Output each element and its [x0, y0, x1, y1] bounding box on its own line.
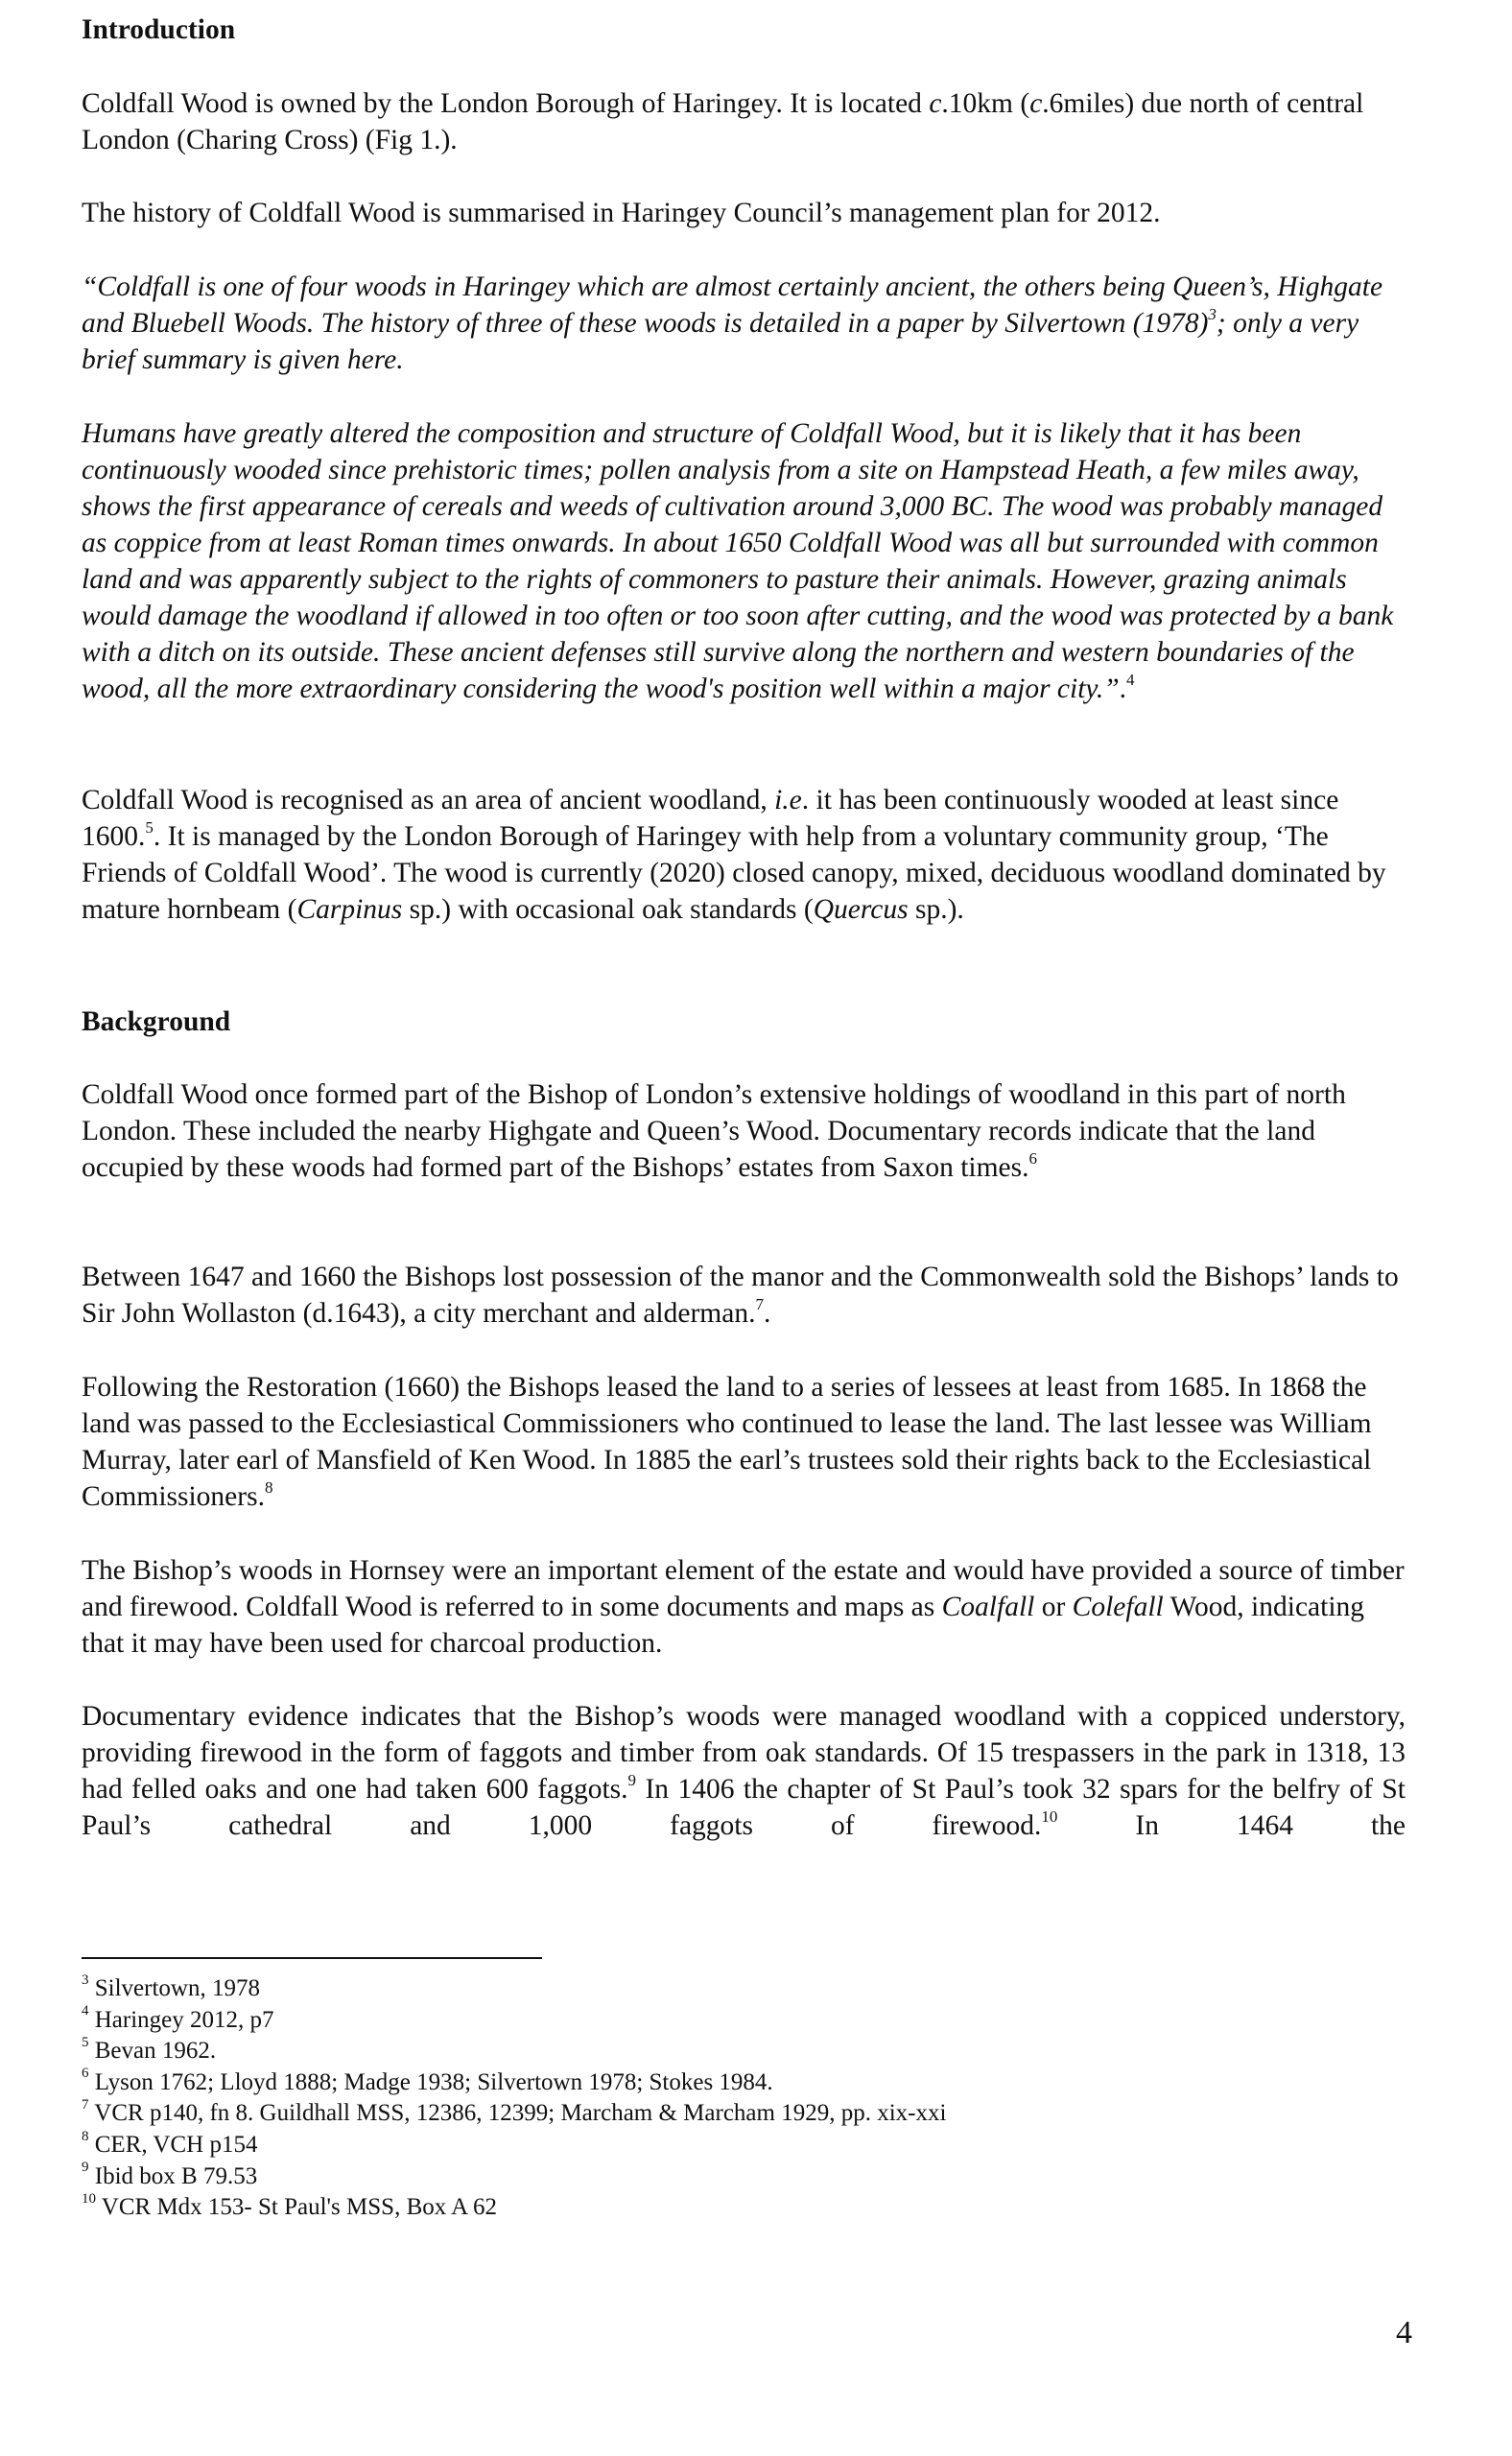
footnote-item — [82, 2192, 1137, 2224]
italic-run: c — [929, 88, 942, 119]
text-run: In 1406 the chapter of St Paul’s took 32 spars for the belfry of St Paul’s cathedral and 1,000 faggots of firewood. — [82, 1774, 1406, 1841]
footnote-number: 5 — [82, 2034, 89, 2050]
text-run: Coldfall Wood is recognised as an area of ancient woodland, — [82, 785, 775, 815]
text-run: Coldfall Wood is owned by the London Borough of Haringey. It is located — [82, 88, 930, 119]
text-run: Humans have greatly altered the composition and structure of Coldfall Wood, but it is likely that it has been continuously wooded since prehistoric times; pollen analysis from a site on Hampstead Heath, a few miles away, shows the first appearance of cereals and weeds of cultivation around 3,000 BC. The wood was probably managed as coppice from at least Roman times onwards. In about 1650 Coldfall Wood was all but surrounded with common land and was apparently subject to the rights of commoners to pasture their animals. However, grazing animals would damage the woodland if allowed in too often or too soon after cutting, and the wood was protected by a bank with a ditch on its outside. These ancient defenses still survive along the northern and western boundaries of the wood, all the more extraordinary considering the wood's position well within a major city.” — [82, 418, 1394, 704]
footnote-text: VCR Mdx 153- St Paul's MSS, Box A 62 — [96, 2194, 498, 2221]
text-run: . — [1119, 673, 1127, 704]
quote-paragraph-1 — [82, 269, 1406, 378]
text-run: Wood, indicating that it may have been used for charcoal production. — [82, 1592, 1365, 1659]
text-run: . It is managed by the London Borough of Haringey with help from a voluntary community group, ‘The Friends of Coldfall Wood’. The wood is currently (2020) closed canopy, mixed, deciduous woodland dominated by mature hornbeam ( — [82, 821, 1386, 925]
text-run: ; only a very brief summary is given here. — [82, 308, 1359, 375]
intro-paragraph-1 — [82, 85, 1406, 158]
quote-paragraph-2 — [82, 415, 1406, 707]
footnote-ref: 3 — [1208, 305, 1217, 324]
footnote-number: 9 — [82, 2160, 89, 2176]
footnote-text: CER, VCH p154 — [88, 2131, 258, 2158]
footnote-number: 10 — [82, 2190, 96, 2207]
introduction-heading: Introduction — [82, 14, 236, 45]
text-run: .10km ( — [941, 88, 1030, 119]
text-run: .6miles) due north of central London (Charing Cross) (Fig 1.). — [82, 88, 1364, 155]
footnote-ref: 10 — [1041, 1807, 1058, 1827]
text-run: “Coldfall is one of four woods in Haringey which are almost certainly ancient, the others being Queen’s, Highgate and Bluebell Woods. The history of three of these woods is detailed in a paper by Silvertown (1978) — [82, 272, 1383, 339]
text-run: sp.). — [908, 894, 964, 925]
footnote-item — [82, 2005, 1137, 2037]
text-run: . it has been continuously wooded at least since 1600. — [82, 785, 1339, 852]
italic-run: Quercus — [813, 894, 909, 925]
footnote-ref: 9 — [627, 1771, 637, 1790]
footnote-item — [82, 2067, 1137, 2099]
footnote-ref: 8 — [264, 1478, 273, 1498]
footnote-number: 3 — [82, 1972, 89, 1988]
intro-paragraph-3 — [82, 782, 1406, 928]
text-run: Following the Restoration (1660) the Bishops leased the land to a series of lessees at least from 1685. In 1868 the land was passed to the Ecclesiastical Commissioners who continued to lease the land. The last lessee was William Murray, later earl of Mansfield of Ken Wood. In 1885 the earl’s trustees sold their rights back to the Ecclesiastical Commissioners. — [82, 1372, 1372, 1512]
background-paragraph-3 — [82, 1369, 1406, 1515]
footnote-text: Ibid box B 79.53 — [88, 2162, 258, 2189]
footnote-number: 4 — [82, 2003, 89, 2019]
italic-run: Coalfall — [941, 1592, 1035, 1622]
footnote-ref: 7 — [755, 1295, 764, 1314]
intro-paragraph-2: The history of Coldfall Wood is summarised in Haringey Council’s management plan for 2012. — [82, 198, 1161, 228]
background-paragraph-2 — [82, 1259, 1406, 1332]
italic-run: c — [1029, 88, 1043, 119]
footnote-number: 8 — [82, 2128, 89, 2144]
text-run: . — [763, 1298, 771, 1329]
italic-run: Carpinus — [296, 894, 403, 925]
background-paragraph-5 — [82, 1698, 1406, 1844]
footnote-text: VCR p140, fn 8. Guildhall MSS, 12386, 12399; Marcham & Marcham 1929, pp. xix-xxi — [88, 2100, 947, 2127]
footnote-ref: 4 — [1126, 671, 1135, 690]
text-run: Between 1647 and 1660 the Bishops lost possession of the manor and the Commonwealth sold the Bishops’ lands to Sir John Wollaston (d.1643), a city merchant and alderman. — [82, 1262, 1399, 1329]
italic-run: i.e — [774, 785, 802, 815]
page-number: 4 — [1396, 2315, 1412, 2350]
footnote-item — [82, 2036, 1137, 2067]
italic-run: Colefall — [1072, 1592, 1164, 1622]
footnote-item — [82, 2130, 1137, 2161]
text-run: Coldfall Wood once formed part of the Bishop of London’s extensive holdings of woodland in this part of north London. These included the nearby Highgate and Queen’s Wood. Documentary records indicate that the land occupied by these woods had formed part of the Bishops’ estates from Saxon times. — [82, 1079, 1346, 1183]
text-run: or — [1034, 1592, 1073, 1622]
footnote-item — [82, 2161, 1137, 2193]
footnote-text: Lyson 1762; Lloyd 1888; Madge 1938; Silvertown 1978; Stokes 1984. — [88, 2068, 773, 2095]
footnote-item — [82, 2098, 1137, 2130]
background-heading: Background — [82, 1006, 231, 1037]
text-run: In 1464 the — [1057, 1810, 1406, 1841]
footnote-ref: 5 — [145, 818, 154, 838]
text-run: Documentary evidence indicates that the Bishop’s woods were managed woodland with a coppiced understory, providing firewood in the form of faggots and timber from oak standards. Of 15 trespassers in the park in 1318, 13 had felled oaks and one had taken 600 faggots. — [82, 1701, 1406, 1805]
footnote-text: Haringey 2012, p7 — [88, 2006, 274, 2033]
text-run: The Bishop’s woods in Hornsey were an important element of the estate and would have provided a source of timber and firewood. Coldfall Wood is referred to in some documents and maps as — [82, 1555, 1405, 1622]
background-paragraph-1 — [82, 1076, 1406, 1186]
text-run: sp.) with occasional oak standards ( — [402, 894, 814, 925]
footnote-ref: 6 — [1028, 1149, 1037, 1169]
footnote-separator — [82, 1957, 542, 1959]
footnote-text: Silvertown, 1978 — [88, 1975, 260, 2001]
background-paragraph-4 — [82, 1552, 1406, 1662]
footnote-item — [82, 1973, 1137, 2005]
footnote-number: 7 — [82, 2097, 89, 2114]
footnotes — [82, 1973, 1137, 2224]
footnote-text: Bevan 1962. — [88, 2038, 217, 2065]
footnote-number: 6 — [82, 2066, 89, 2082]
